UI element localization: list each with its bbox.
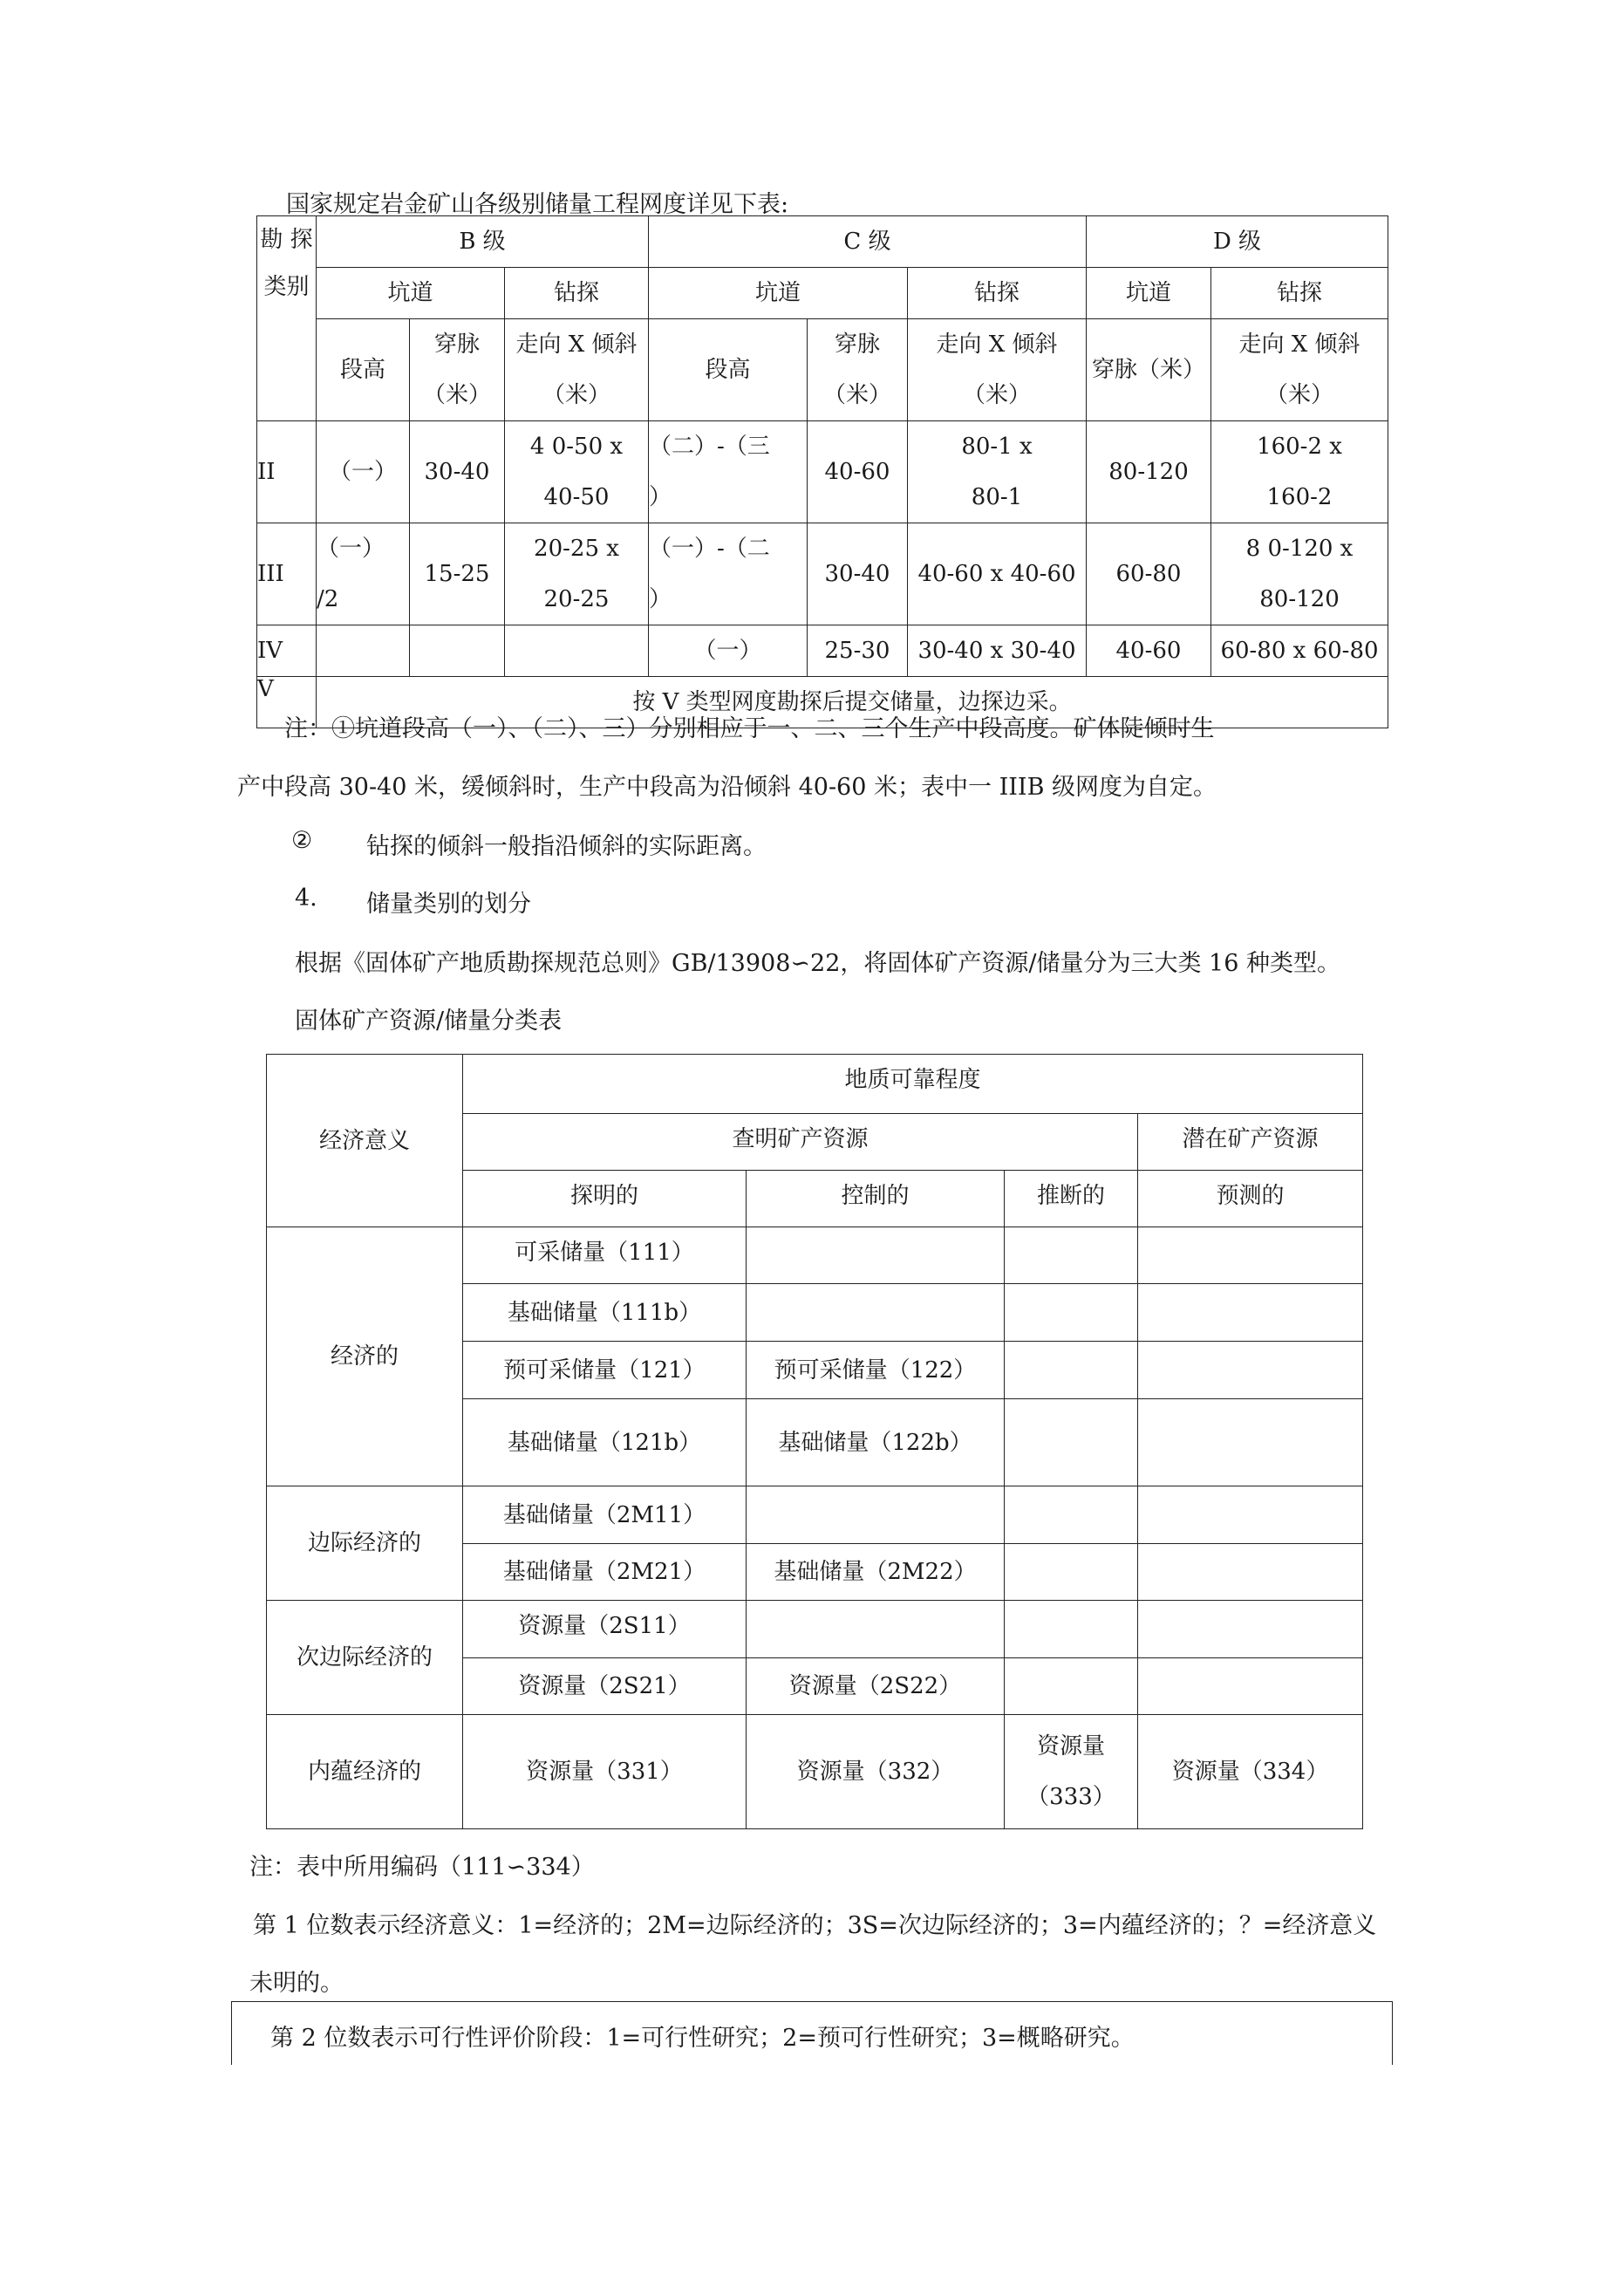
class-header: 勘 探 类别 [257,216,317,421]
section-number: 4. [295,885,317,912]
economic-category: 经济的 [267,1227,463,1486]
intro-text: 国家规定岩金矿山各级别储量工程网度详见下表: [286,191,789,218]
resource-classification-table [266,1054,1363,1829]
table-row: 基础储量（111b） [267,1284,1363,1342]
note-4-line-2: 未明的。 [249,1970,344,1997]
table-row: 资源量（2S21） 资源量（2S22） [267,1658,1363,1715]
table-row: 基础储量（121b） 基础储量（122b） [267,1399,1363,1486]
col-predicted: 预测的 [1138,1171,1363,1227]
c-drill-header: 钻探 [908,268,1087,319]
d-tunnel-header: 坑道 [1087,268,1211,319]
b-seg-header: 段高 [317,319,410,421]
table-row: V 按 V 类型网度勘探后提交储量，边探边采。 [257,677,1388,728]
table-row: III （一） /2 15-25 20-25 x 20-25 （一）-（二 ） 30-40 40-60 x 40-60 60-80 8 0-120 x 80-120 [257,523,1388,625]
intrinsic-category: 内蕴经济的 [267,1715,463,1829]
note-2-text: 钻探的倾斜一般指沿倾斜的实际距离。 [366,833,767,860]
d-cross-header: 穿脉（米） [1087,319,1211,421]
b-tunnel-header: 坑道 [317,268,505,319]
d-drill-header: 钻探 [1211,268,1388,319]
note-2-marker: ② [291,827,313,854]
table-row: 次边际经济的 资源量（2S11） [267,1601,1363,1658]
note-1-line-1: 注：①坑道段高（一）、（二）、三）分别相应于一、二、三个生产中段高度。矿体陡倾时生 [284,715,1215,742]
c-seg-header: 段高 [649,319,808,421]
b-strike-header: 走向 X 倾斜 （米） [505,319,649,421]
grade-c-header: C 级 [649,216,1087,268]
c-cross-header: 穿脉 （米） [808,319,908,421]
table-row: 边际经济的 基础储量（2M11） [267,1486,1363,1544]
table-row: 内蕴经济的 资源量（331） 资源量（332） 资源量 （333） 资源量（334） [267,1715,1363,1829]
table-row: IV （一） 25-30 30-40 x 30-40 40-60 60-80 x 60-80 [257,625,1388,677]
note-4-line-1: 第 1 位数表示经济意义：1=经济的；2M=边际经济的；3S=次边际经济的；3=内蕴经济的；？=经济意义 [253,1912,1377,1939]
note-1-line-2: 产中段高 30-40 米，缓倾斜时，生产中段高为沿倾斜 40-60 米；表中一 IIIB 级网度为自定。 [237,774,1217,801]
geological-reliability-header: 地质可靠程度 [463,1055,1363,1114]
col-inferred: 推断的 [1005,1171,1138,1227]
note-5: 第 2 位数表示可行性评价阶段：1=可行性研究；2=预可行性研究；3=概略研究。 [270,2025,1135,2052]
c-tunnel-header: 坑道 [649,268,908,319]
table-row: II （一） 30-40 4 0-50 x 40-50 （二）-（三 ） 40-60 80-1 x 80-1 80-120 160-2 x 160-2 [257,421,1388,523]
marginal-category: 边际经济的 [267,1486,463,1601]
col-controlled: 控制的 [747,1171,1005,1227]
col-explored: 探明的 [463,1171,747,1227]
table-2-caption: 固体矿产资源/储量分类表 [295,1008,563,1035]
note-3: 注：表中所用编码（111∽334） [249,1854,595,1881]
c-strike-header: 走向 X 倾斜 （米） [908,319,1087,421]
grade-b-header: B 级 [317,216,649,268]
network-density-table [256,215,1388,728]
b-cross-header: 穿脉 （米） [410,319,505,421]
potential-resources-header: 潜在矿产资源 [1138,1114,1363,1171]
submarginal-category: 次边际经济的 [267,1601,463,1715]
section-title: 储量类别的划分 [366,891,531,918]
d-strike-header: 走向 X 倾斜 （米） [1211,319,1388,421]
table-row: 基础储量（2M21） 基础储量（2M22） [267,1544,1363,1601]
b-drill-header: 钻探 [505,268,649,319]
economic-meaning-header: 经济意义 [267,1055,463,1227]
classification-paragraph: 根据《固体矿产地质勘探规范总则》GB/13908∽22，将固体矿产资源/储量分为三大类 16 种类型。 [295,950,1340,977]
table-row: 经济的 可采储量（111） [267,1227,1363,1284]
proven-resources-header: 查明矿产资源 [463,1114,1138,1171]
table-row: 预可采储量（121） 预可采储量（122） [267,1342,1363,1399]
grade-d-header: D 级 [1087,216,1388,268]
